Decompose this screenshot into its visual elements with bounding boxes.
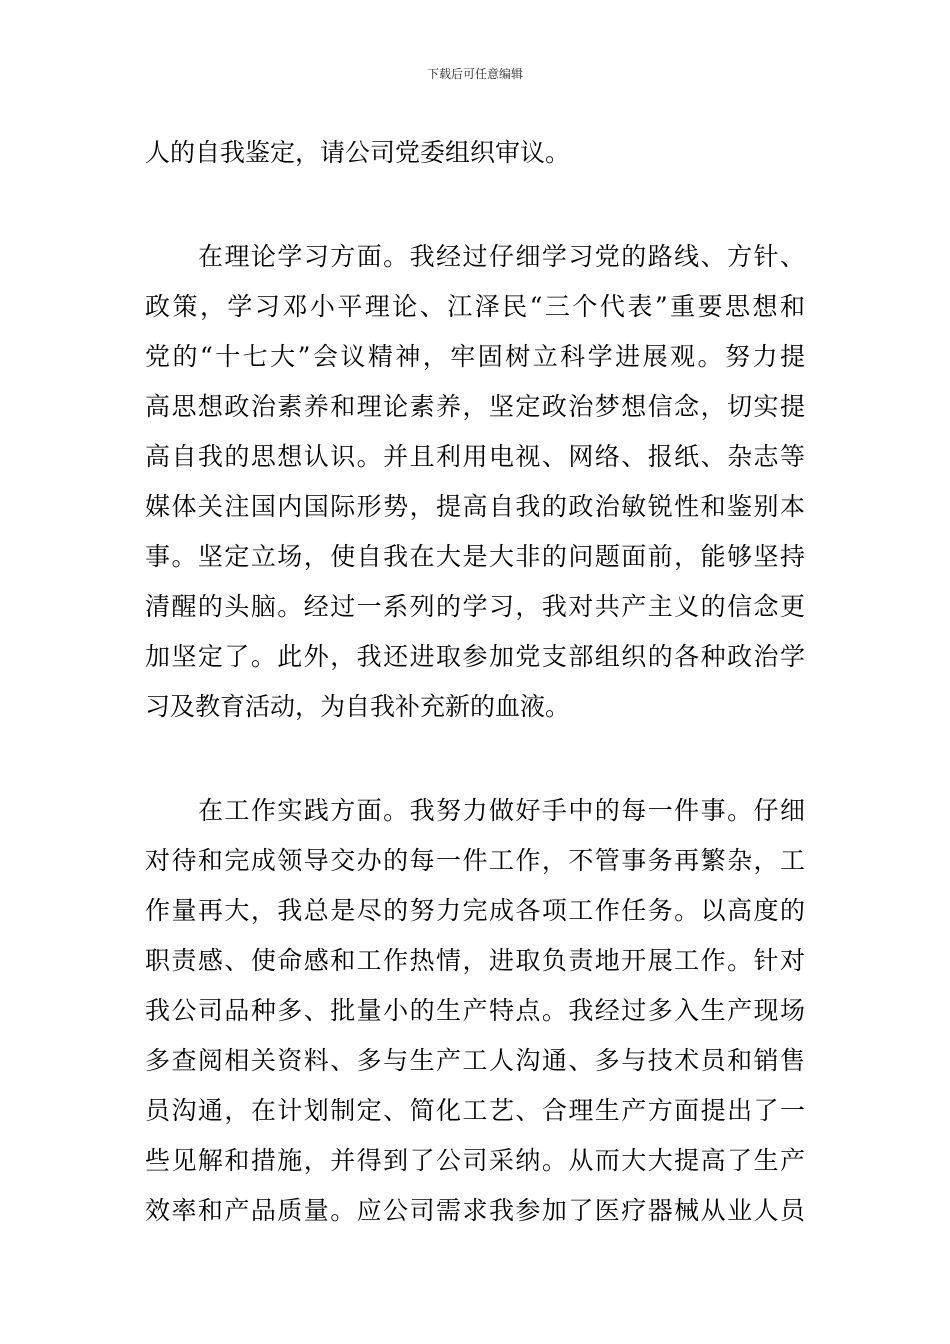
text-line: 对待和完成领导交办的每一件工作，不管事务再繁杂，工 xyxy=(145,846,805,875)
paragraph-3 xyxy=(145,786,805,1236)
document-body xyxy=(145,128,805,1236)
text-line: 高思想政治素养和理论素养，坚定政治梦想信念，切实提 xyxy=(145,392,805,421)
text-line: 事。坚定立场，使自我在大是大非的问题面前，能够坚持 xyxy=(145,542,805,571)
text-line: 媒体关注国内国际形势，提高自我的政治敏锐性和鉴别本 xyxy=(145,492,805,521)
paragraph-gap xyxy=(145,178,805,232)
paragraph-gap xyxy=(145,732,805,786)
text-line: 党的“十七大”会议精神，牢固树立科学进展观。努力提 xyxy=(145,342,805,371)
text-line: 在工作实践方面。我努力做好手中的每一件事。仔细 xyxy=(198,796,805,825)
text-line: 加坚定了。此外，我还进取参加党支部组织的各种政治学 xyxy=(145,642,805,671)
text-line: 人的自我鉴定，请公司党委组织审议。 xyxy=(145,138,571,167)
text-line: 员沟通，在计划制定、简化工艺、合理生产方面提出了一 xyxy=(145,1096,805,1125)
text-line: 政策，学习邓小平理论、江泽民“三个代表”重要思想和 xyxy=(145,292,805,321)
text-line: 作量再大，我总是尽的努力完成各项工作任务。以高度的 xyxy=(145,896,805,925)
page-header: 下载后可任意编辑 xyxy=(426,67,523,81)
text-line: 习及教育活动，为自我补充新的血液。 xyxy=(145,692,571,721)
text-line: 职责感、使命感和工作热情，进取负责地开展工作。针对 xyxy=(145,946,805,975)
text-line: 在理论学习方面。我经过仔细学习党的路线、方针、 xyxy=(198,242,805,271)
paragraph-1 xyxy=(145,128,805,178)
text-line: 效率和产品质量。应公司需求我参加了医疗器械从业人员 xyxy=(145,1196,805,1225)
text-line: 我公司品种多、批量小的生产特点。我经过多入生产现场 xyxy=(145,996,805,1025)
paragraph-2 xyxy=(145,232,805,732)
text-line: 多查阅相关资料、多与生产工人沟通、多与技术员和销售 xyxy=(145,1046,805,1075)
text-line: 些见解和措施，并得到了公司采纳。从而大大提高了生产 xyxy=(145,1146,805,1175)
text-line: 高自我的思想认识。并且利用电视、网络、报纸、杂志等 xyxy=(145,442,805,471)
text-line: 清醒的头脑。经过一系列的学习，我对共产主义的信念更 xyxy=(145,592,805,621)
